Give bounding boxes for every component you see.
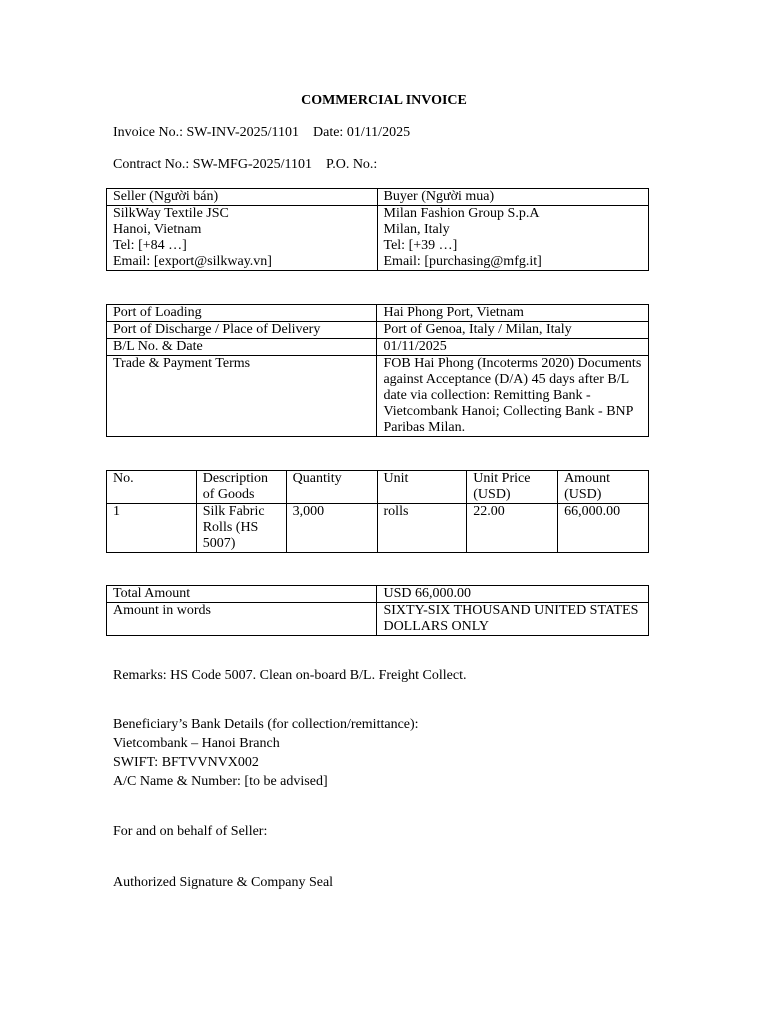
- column-header-quantity: Quantity: [286, 471, 377, 504]
- seller-email: Email: [export@silkway.vn]: [113, 254, 272, 269]
- table-row: [107, 504, 649, 553]
- parties-header-row: [107, 189, 649, 206]
- column-header-unit: Unit: [377, 471, 467, 504]
- seller-details: [107, 206, 378, 271]
- column-header-unit-price: Unit Price (USD): [467, 471, 558, 504]
- item-number: 1: [107, 504, 197, 553]
- total-amount-label: Total Amount: [107, 586, 377, 603]
- document-title: COMMERCIAL INVOICE: [301, 93, 467, 108]
- amount-in-words-label: Amount in words: [107, 603, 377, 636]
- bank-details-heading: Beneficiary’s Bank Details (for collection/remittance):: [113, 717, 419, 732]
- table-row: [107, 356, 649, 437]
- bank-account: A/C Name & Number: [to be advised]: [113, 774, 328, 789]
- goods-header-row: [107, 471, 649, 504]
- contract-po-line: Contract No.: SW-MFG-2025/1101 P.O. No.:: [113, 157, 378, 172]
- authorized-signature: Authorized Signature & Company Seal: [113, 875, 334, 890]
- goods-table: [106, 470, 649, 553]
- item-unit-price: 22.00: [467, 504, 558, 553]
- parties-detail-row: [107, 206, 649, 271]
- trade-payment-terms-value: FOB Hai Phong (Incoterms 2020) Documents against Acceptance (D/A) 45 days after B/L date via collection: Remitting Bank - Vietcombank Hanoi; Collecting Bank - BNP Paribas Milan.: [377, 356, 649, 437]
- seller-tel: Tel: [+84 …]: [113, 238, 187, 253]
- buyer-tel: Tel: [+39 …]: [383, 238, 458, 253]
- bank-name: Vietcombank – Hanoi Branch: [113, 736, 280, 751]
- buyer-details: [377, 206, 649, 271]
- column-header-description: Description of Goods: [196, 471, 286, 504]
- table-row: [107, 305, 649, 322]
- shipping-table: [106, 304, 649, 437]
- port-of-discharge-value: Port of Genoa, Italy / Milan, Italy: [377, 322, 649, 339]
- amount-in-words-value: SIXTY-SIX THOUSAND UNITED STATES DOLLARS ONLY: [377, 603, 649, 636]
- buyer-header: Buyer (Người mua): [377, 189, 649, 206]
- item-quantity: 3,000: [286, 504, 377, 553]
- port-of-loading-value: Hai Phong Port, Vietnam: [377, 305, 649, 322]
- item-description: Silk Fabric Rolls (HS 5007): [196, 504, 286, 553]
- table-row: [107, 586, 649, 603]
- buyer-location: Milan, Italy: [383, 222, 450, 237]
- parties-table: [106, 188, 649, 271]
- bl-number-date-value: 01/11/2025: [377, 339, 649, 356]
- total-amount-value: USD 66,000.00: [377, 586, 649, 603]
- buyer-email: Email: [purchasing@mfg.it]: [383, 254, 542, 269]
- column-header-no: No.: [107, 471, 197, 504]
- table-row: [107, 603, 649, 636]
- port-of-loading-label: Port of Loading: [107, 305, 377, 322]
- on-behalf-of-seller: For and on behalf of Seller:: [113, 824, 268, 839]
- item-unit: rolls: [377, 504, 467, 553]
- seller-name: SilkWay Textile JSC: [113, 206, 229, 221]
- column-header-amount: Amount (USD): [558, 471, 649, 504]
- port-of-discharge-label: Port of Discharge / Place of Delivery: [107, 322, 377, 339]
- item-amount: 66,000.00: [558, 504, 649, 553]
- seller-location: Hanoi, Vietnam: [113, 222, 202, 237]
- buyer-name: Milan Fashion Group S.p.A: [383, 206, 540, 221]
- totals-table: [106, 585, 649, 636]
- seller-header: Seller (Người bán): [107, 189, 378, 206]
- table-row: [107, 322, 649, 339]
- invoice-number-date: Invoice No.: SW-INV-2025/1101 Date: 01/11/2025: [113, 125, 411, 140]
- remarks: Remarks: HS Code 5007. Clean on-board B/L. Freight Collect.: [113, 668, 467, 683]
- bank-swift: SWIFT: BFTVVNVX002: [113, 755, 259, 770]
- table-row: [107, 339, 649, 356]
- bl-number-date-label: B/L No. & Date: [107, 339, 377, 356]
- trade-payment-terms-label: Trade & Payment Terms: [107, 356, 377, 437]
